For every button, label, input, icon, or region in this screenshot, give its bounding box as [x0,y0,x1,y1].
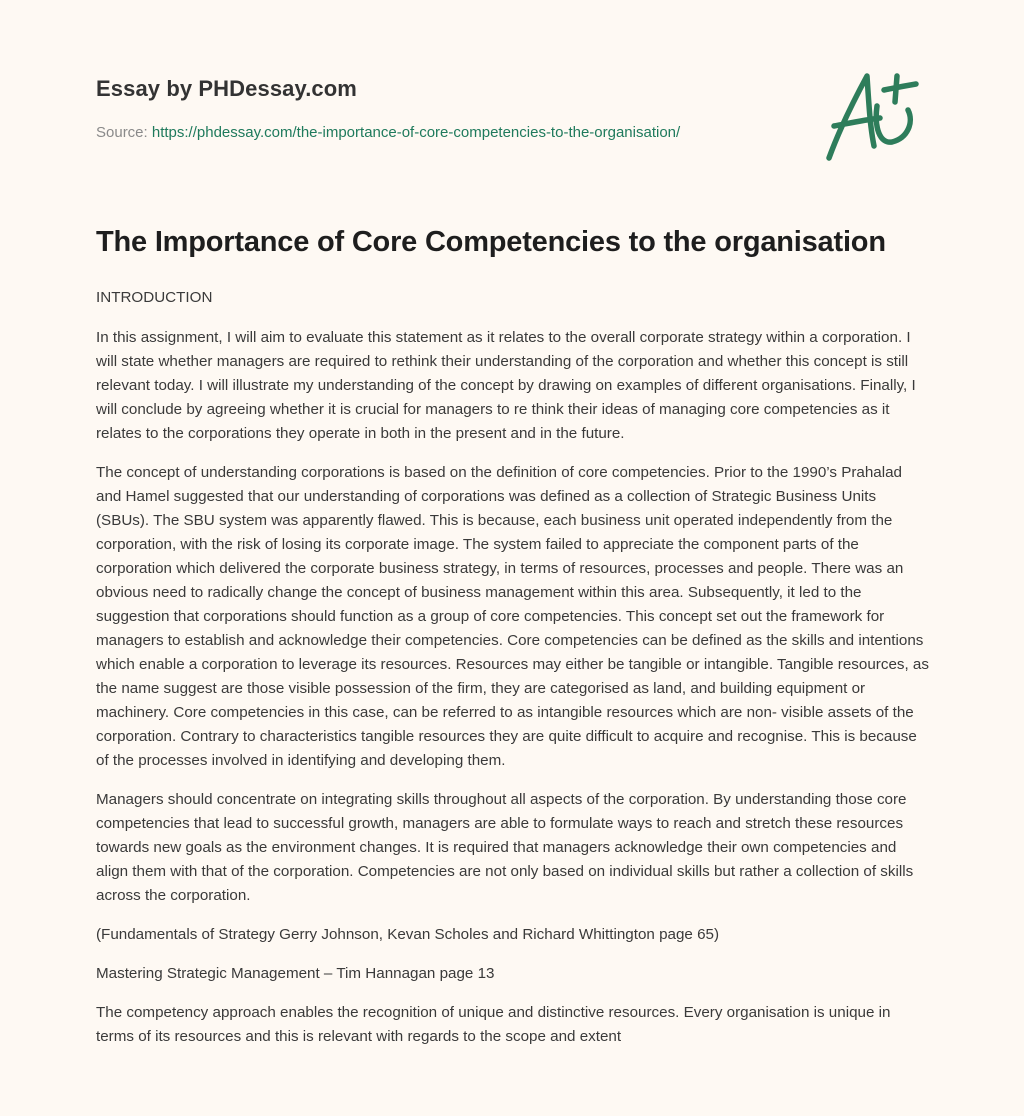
paragraph: The competency approach enables the recognition of unique and distinctive resources. Every organisation is unique in terms of its resources and this is relevant with regards to the scope and extent [96,1004,891,1045]
source-link[interactable]: https://phdessay.com/the-importance-of-core-competencies-to-the-organisation/ [151,124,681,141]
a-plus-grade-icon [822,66,926,166]
citation: (Fundamentals of Strategy Gerry Johnson, Kevan Scholes and Richard Whittington page 65) [96,926,720,943]
source-line [96,124,680,141]
essay-body [96,286,930,1064]
brand-title: Essay by PHDessay.com [96,76,357,101]
paragraph: In this assignment, I will aim to evaluate this statement as it relates to the overall corporate strategy within a corporation. I will state whether managers are required to rethink their understanding of the corporation and whether this concept is still relevant today. I will illustrate my understanding of the concept by drawing on examples of different organisations. Finally, I will conclude by agreeing whether it is crucial for managers to re think their ideas of managing core competencies as it relates to the corporations they operate in both in the present and in the future. [96,329,916,442]
essay-page [96,0,930,1045]
citation: Mastering Strategic Management – Tim Hannagan page 13 [96,965,495,982]
paragraph: The concept of understanding corporations is based on the definition of core competencies. Prior to the 1990’s Prahalad and Hamel suggested that our understanding of corporations was defined as a collection of Strategic Business Units (SBUs). The SBU system was apparently flawed. This is because, each business unit operated independently from the corporation, with the risk of losing its corporate image. The system failed to appreciate the component parts of the corporation which delivered the corporate business strategy, in terms of resources, processes and people. There was an obvious need to radically change the concept of business management within this area. Subsequently, it led to the suggestion that corporations should function as a group of core competencies. This concept set out the framework for managers to establish and acknowledge their competencies. Core competencies can be defined as the skills and intentions which enable a corporation to leverage its resources. Resources may either be tangible or intangible. Tangible resources, as the name suggest are those visible possession of the firm, they are categorised as land, and building equipment or machinery. Core competencies in this case, can be referred to as intangible resources which are non- visible assets of the corporation. Contrary to characteristics tangible resources they are quite difficult to acquire and recognise. This is because of the processes involved in identifying and developing them. [96,464,929,769]
essay-title: The Importance of Core Competencies to the organisation [96,226,886,258]
page-header [96,0,930,200]
section-heading: INTRODUCTION [96,289,213,306]
paragraph: Managers should concentrate on integrating skills throughout all aspects of the corporation. By understanding those core competencies that lead to successful growth, managers are able to formulate ways to reach and stretch these resources towards new goals as the environment changes. It is required that managers acknowledge their own competencies and align them with that of the corporation. Competencies are not only based on individual skills but rather a collection of skills across the corporation. [96,791,914,904]
source-label: Source: [96,124,148,141]
